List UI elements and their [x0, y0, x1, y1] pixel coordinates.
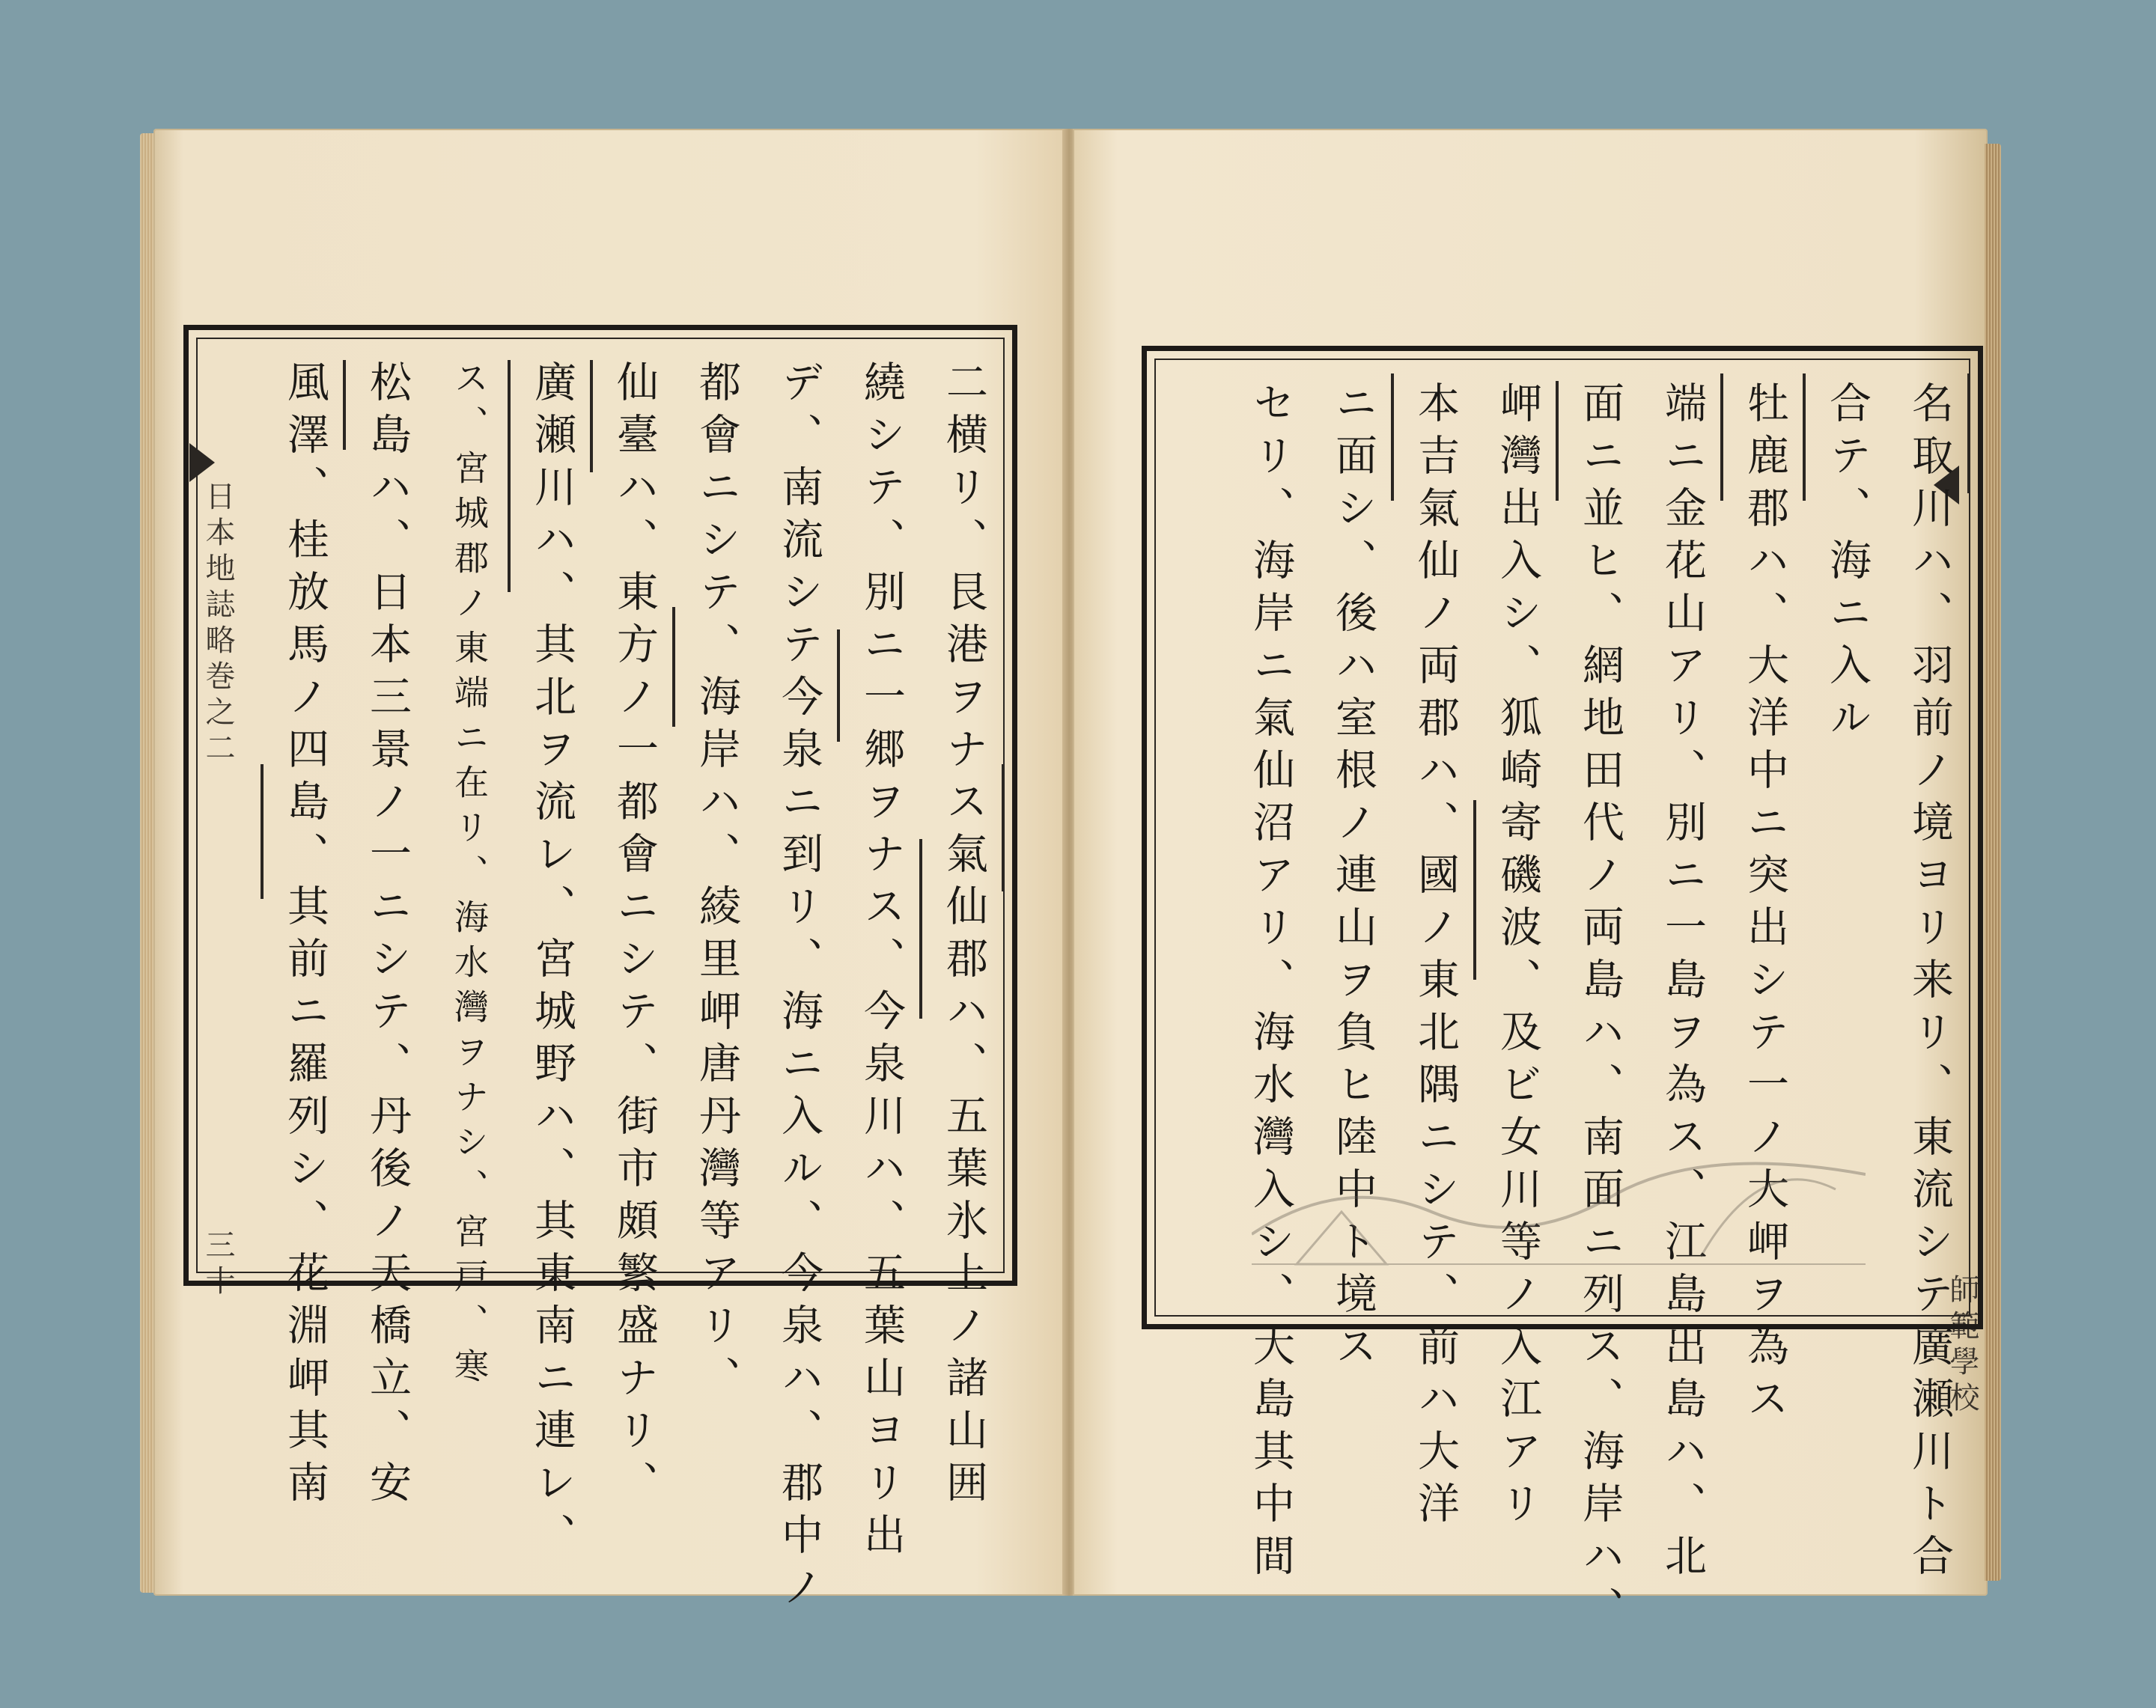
right-text-column: 端ニ金花山アリ、別ニ一島ヲ為ス、江島出島ハ、北: [1658, 381, 1707, 1586]
right-text-column: 面ニ並ヒ、網地田代ノ両島ハ、南面ニ列ス、海岸ハ、: [1576, 381, 1624, 1638]
name-underline: [837, 629, 840, 742]
name-underline: [919, 839, 922, 1019]
left-text-column: 風澤、桂放馬ノ四島、其前ニ羅列シ、花淵岬其南: [281, 360, 329, 1513]
name-underline: [1391, 373, 1394, 501]
left-page: [153, 129, 1067, 1617]
name-underline: [1803, 373, 1806, 501]
right-text-column: セリ、海岸ニ氣仙沼アリ、海水灣入シ、大島其中間: [1246, 381, 1295, 1586]
left-text-column: 繞シテ、別ニ一郷ヲナス、今泉川ハ、五葉山ヨリ出: [857, 360, 906, 1565]
left-text-column: 二横リ、艮港ヲナス氣仙郡ハ、五葉氷上ノ諸山囲: [940, 360, 988, 1513]
right-text-column: 岬灣出入シ、狐崎寄磯波、及ビ女川等ノ入江アリ: [1493, 381, 1542, 1534]
left-text-column: ス、宮城郡ノ東端ニ在リ、海水灣ヲナシ、宮戸、寒: [449, 360, 490, 1393]
right-text-column: 本吉氣仙ノ両郡ハ、國ノ東北隅ニシテ、前ハ大洋: [1411, 381, 1460, 1534]
left-text-column: 廣瀬川ハ、其北ヲ流レ、宮城野ハ、其東南ニ連レ、: [528, 360, 576, 1565]
right-text-column: ニ面シ、後ハ室根ノ連山ヲ負ヒ陸中ト境ス: [1329, 381, 1377, 1376]
left-text-column: デ、南流シテ今泉ニ到リ、海ニ入ル、今泉ハ、郡中ノ: [775, 360, 823, 1617]
left-text-frame: [183, 325, 1017, 1617]
right-text-column: 名取川ハ、羽前ノ境ヨリ来リ、東流シテ廣瀬川ト合: [1905, 381, 1954, 1586]
name-underline: [1473, 800, 1476, 980]
left-text-column: 都會ニシテ、海岸ハ、綾里岬唐丹灣等アリ、: [692, 360, 741, 1408]
name-underline: [261, 764, 264, 899]
faded-landscape-illustration: [1252, 1085, 1866, 1279]
open-book: [153, 129, 1988, 1638]
right-page: [1073, 129, 1988, 1638]
left-text-column: 仙臺ハ、東方ノ一都會ニシテ、街市頗繁盛ナリ、: [610, 360, 659, 1513]
left-page-number: 三十: [201, 1229, 235, 1301]
name-underline: [590, 360, 593, 472]
right-text-column: 合テ、海ニ入ル: [1823, 381, 1872, 748]
name-underline: [1556, 381, 1559, 501]
name-underline: [672, 607, 675, 727]
name-underline: [1720, 373, 1723, 501]
right-text-column: 牡鹿郡ハ、大洋中ニ突出シテ一ノ大岬ヲ為ス: [1741, 381, 1789, 1429]
left-margin-title: 日本地誌略巻之二: [201, 481, 235, 768]
name-underline: [1002, 764, 1005, 891]
right-page-edge: [1985, 144, 2001, 1581]
name-underline: [343, 360, 346, 450]
right-margin-title: 師範學校: [1945, 1274, 1979, 1418]
left-text-column: 松島ハ、日本三景ノ一ニシテ、丹後ノ天橋立、安: [363, 360, 412, 1513]
name-underline: [508, 360, 511, 592]
name-underline: [1967, 373, 1970, 493]
